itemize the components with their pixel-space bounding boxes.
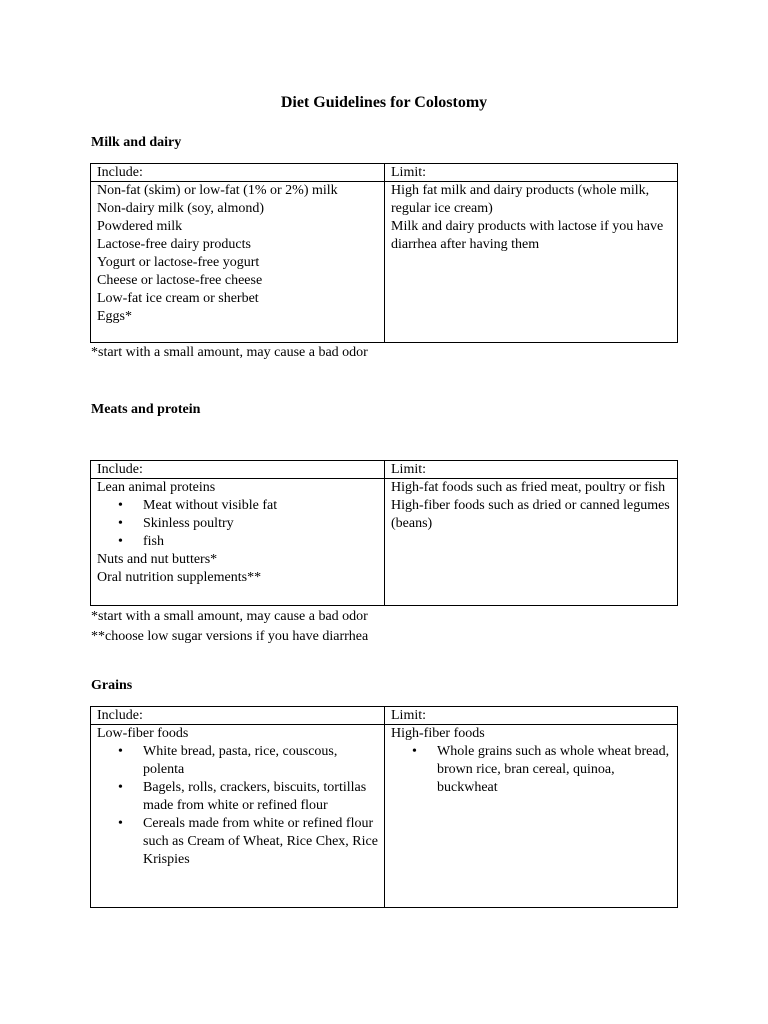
include-header: Include: <box>91 164 385 182</box>
limit-cell <box>385 479 678 606</box>
bullet-list <box>97 743 378 869</box>
limit-header: Limit: <box>385 164 678 182</box>
list-item: Eggs* <box>97 309 132 324</box>
footnote: *start with a small amount, may cause a bad odor <box>91 345 368 360</box>
list-item: Yogurt or lactose-free yogurt <box>97 255 260 270</box>
list-item: • Meat without visible fat <box>143 497 378 515</box>
limit-header: Limit: <box>385 707 678 725</box>
list-item: High-fiber foods such as dried or canned legumes (beans) <box>391 498 670 531</box>
list-item: • Whole grains such as whole wheat bread, brown rice, bran cereal, quinoa, buckwheat <box>437 743 671 797</box>
include-header: Include: <box>91 461 385 479</box>
meats-protein-table <box>90 460 678 606</box>
list-item: • White bread, pasta, rice, couscous, polenta <box>143 743 378 779</box>
section-heading-meats-protein: Meats and protein <box>91 402 201 417</box>
limit-header: Limit: <box>385 461 678 479</box>
grains-table <box>90 706 678 908</box>
include-header: Include: <box>91 707 385 725</box>
list-item: High-fat foods such as fried meat, poultry or fish <box>391 480 666 495</box>
list-item: High fat milk and dairy products (whole milk, regular ice cream) <box>391 183 650 216</box>
bullet-list <box>391 743 671 797</box>
list-item: • Cereals made from white or refined flour such as Cream of Wheat, Rice Chex, Rice Krispies <box>143 815 378 869</box>
list-item: Lactose-free dairy products <box>97 237 251 252</box>
list-item: • Bagels, rolls, crackers, biscuits, tortillas made from white or refined flour <box>143 779 378 815</box>
list-item: Lean animal proteins <box>97 480 216 495</box>
list-item: High-fiber foods <box>391 726 485 741</box>
list-item: Oral nutrition supplements** <box>97 570 262 585</box>
section-heading-grains: Grains <box>91 678 133 693</box>
list-item: Nuts and nut butters* <box>97 552 218 567</box>
list-item: • Skinless poultry <box>143 515 378 533</box>
footnote: **choose low sugar versions if you have diarrhea <box>91 629 369 644</box>
milk-dairy-table <box>90 163 678 343</box>
include-cell <box>91 479 385 606</box>
bullet-list <box>97 497 378 551</box>
list-item: Low-fat ice cream or sherbet <box>97 291 259 306</box>
list-item: • fish <box>143 533 378 551</box>
footnote: *start with a small amount, may cause a bad odor <box>91 609 368 624</box>
section-heading-milk-dairy: Milk and dairy <box>91 135 182 150</box>
page-title: Diet Guidelines for Colostomy <box>280 94 488 111</box>
include-cell <box>91 725 385 908</box>
limit-cell <box>385 725 678 908</box>
limit-cell <box>385 182 678 343</box>
list-item: Powdered milk <box>97 219 183 234</box>
list-item: Milk and dairy products with lactose if you have diarrhea after having them <box>391 219 664 252</box>
list-item: Low-fiber foods <box>97 726 189 741</box>
list-item: Non-dairy milk (soy, almond) <box>97 201 265 216</box>
list-item: Non-fat (skim) or low-fat (1% or 2%) milk <box>97 183 338 198</box>
list-item: Cheese or lactose-free cheese <box>97 273 263 288</box>
include-cell <box>91 182 385 343</box>
